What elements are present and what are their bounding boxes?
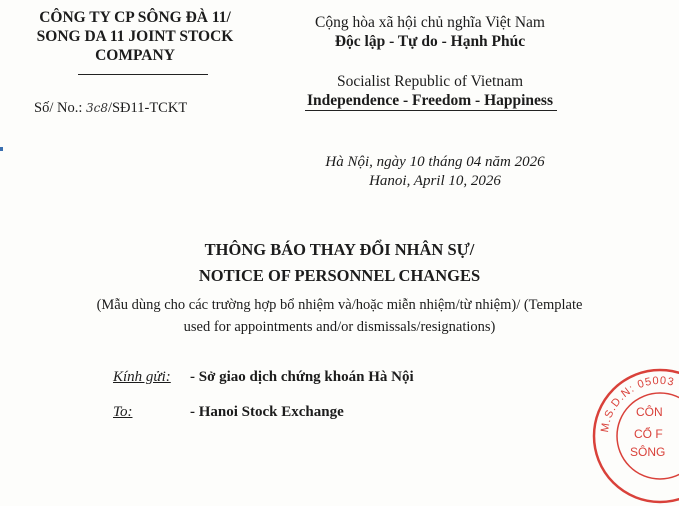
document-title-vn: THÔNG BÁO THAY ĐỔI NHÂN SỰ/: [204, 240, 475, 259]
document-number: [34, 100, 187, 117]
margin-mark: [0, 147, 3, 151]
company-seal-stamp: [590, 366, 679, 506]
recipient-label-vn: Kính gửi:: [113, 369, 171, 385]
company-name-line2: SONG DA 11 JOINT STOCK: [36, 28, 234, 45]
document-subtitle: [0, 294, 679, 338]
national-header-en: [290, 72, 570, 110]
seal-inner-line3: SÔNG: [630, 445, 666, 459]
document-number-handwritten: 3c8: [85, 101, 108, 115]
document-title: [0, 237, 679, 289]
document-date: [290, 153, 580, 191]
company-name-line1: CÔNG TY CP SÔNG ĐÀ 11/: [39, 9, 231, 26]
document-subtitle-line1: (Mẫu dùng cho các trường hợp bổ nhiệm và/hoặc miễn nhiệm/từ nhiệm)/ (Template: [96, 297, 583, 313]
document-title-en: NOTICE OF PERSONNEL CHANGES: [198, 266, 481, 285]
national-motto-vn: Độc lập - Tự do - Hạnh Phúc: [334, 33, 526, 50]
document-date-en: Hanoi, April 10, 2026: [369, 173, 501, 189]
company-underline: [78, 74, 208, 75]
seal-outer-text: M.S.D.N: 05003: [598, 374, 676, 434]
seal-inner-line1: CÔN: [636, 405, 663, 419]
motto-underline: [305, 110, 557, 111]
document-subtitle-line2: used for appointments and/or dismissals/resignations): [183, 319, 496, 335]
recipient-value-vn: - Sở giao dịch chứng khoán Hà Nội: [190, 369, 414, 385]
national-motto-en: Independence - Freedom - Happiness: [306, 92, 553, 109]
national-header-vn: [290, 13, 570, 51]
document-date-vn: Hà Nội, ngày 10 tháng 04 năm 2026: [325, 154, 545, 170]
recipient-label-en: To:: [113, 404, 133, 420]
recipient-value-en: - Hanoi Stock Exchange: [190, 404, 344, 420]
company-name: [0, 8, 270, 65]
seal-inner-line2: CỔ F: [634, 427, 663, 441]
document-number-suffix: /SĐ11-TCKT: [107, 100, 188, 116]
national-header-vn-line1: Cộng hòa xã hội chủ nghĩa Việt Nam: [315, 14, 545, 31]
national-header-en-line1: Socialist Republic of Vietnam: [336, 73, 524, 90]
company-name-line3: COMPANY: [95, 47, 175, 64]
document-number-prefix: Số/ No.:: [34, 100, 86, 116]
